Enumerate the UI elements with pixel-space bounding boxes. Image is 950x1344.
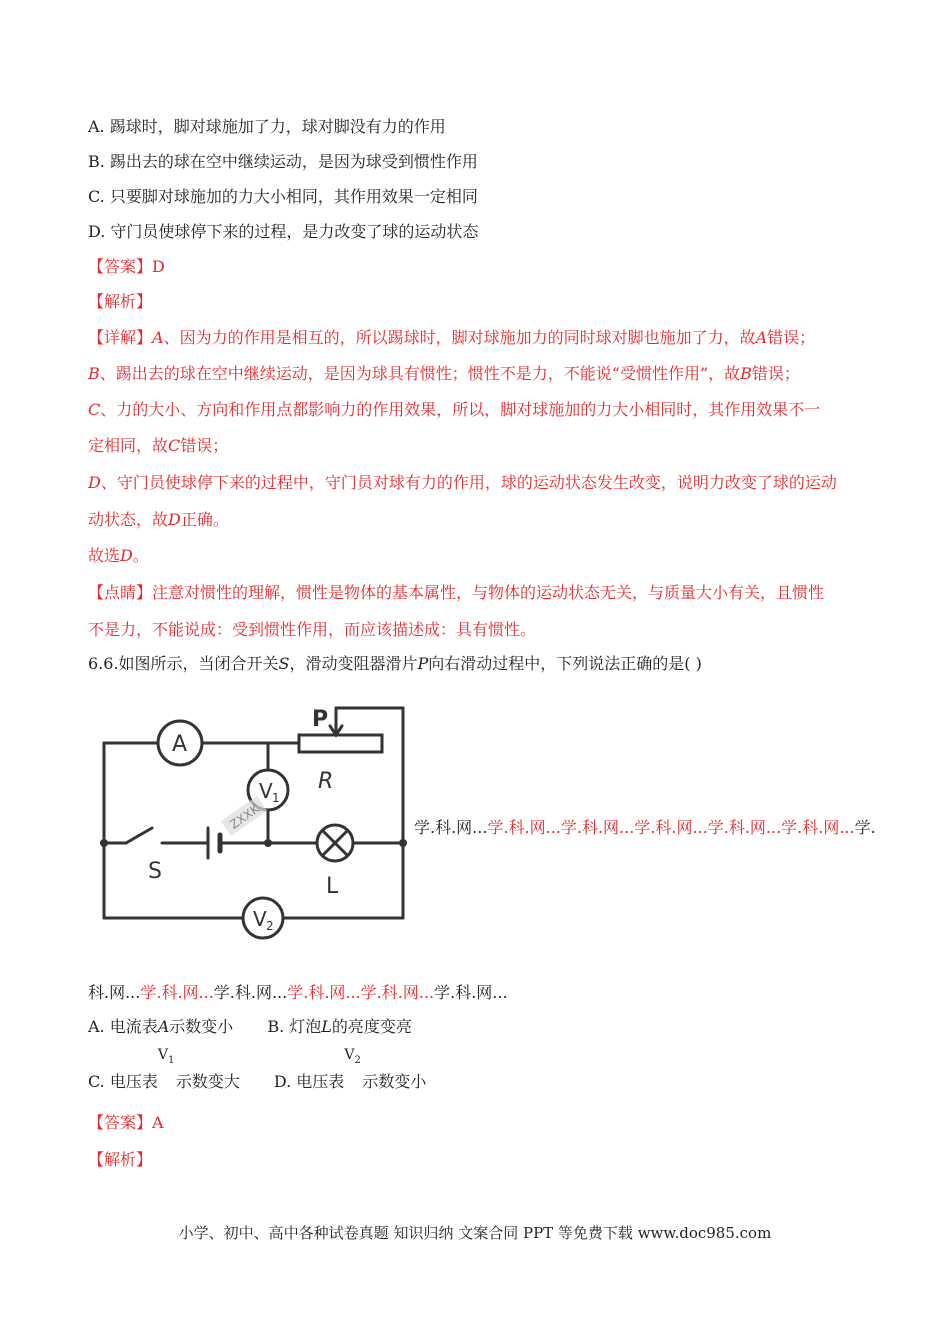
letter-c-ref: C [168,436,181,455]
question-6 [88,654,702,674]
wm1-seg3: 学. [854,818,876,837]
label-V1-sub: 1 [272,791,280,805]
conclusion-text: 故选 [88,546,121,565]
detail-b-text: 、踢出去的球在空中继续运动，是因为球具有惯性；惯性不是力，不能说“受惯性作用”，故 [99,364,741,383]
q6-option-b: B. 灯泡 [267,1017,322,1036]
option-c-prev: C. 只要脚对球施加的力大小相同，其作用效果一定相同 [88,187,478,206]
detail-d-end: 正确。 [180,510,229,529]
detail-c-text2: 定相同，故 [88,436,169,455]
letter-a: A [152,328,164,347]
letter-b-ref: B [740,364,752,383]
q6-option-b-var: L [321,1017,332,1036]
switch-blade [126,828,152,843]
q6-option-c: C. 电压表 [88,1072,158,1091]
analysis-label: 【解析】 [88,292,153,311]
q6-prefix: 6.6.如图所示，当闭合开关 [88,654,279,673]
option-d-prev: D. 守门员使球停下来的过程，是力改变了球的运动状态 [88,222,479,241]
answer6-value: A [152,1113,164,1132]
watermark-line-1 [414,818,876,838]
watermark-line-2 [88,983,508,1003]
q6-option-c-post: 示数变大 [175,1072,240,1091]
wm2-seg3: 学.科.网... [213,983,288,1002]
q6-option-a-post: 示数变小 [169,1017,234,1036]
analysis-6-label: 【解析】 [88,1150,153,1169]
letter-d: D [88,473,101,492]
q6-option-a-var: A [157,1017,170,1036]
conclusion [88,546,149,566]
tip-line-1 [88,583,824,603]
detail-line-a [88,328,815,348]
q6-suffix: 向右滑动过程中，下列说法正确的是( ) [428,654,702,673]
circuit-svg [96,698,414,948]
q6-option-d: D. 电压表 [273,1072,345,1091]
conclusion-letter: D [120,546,133,565]
detail-b-end: 错误； [751,364,800,383]
wm2-seg2: 学.科.网... [140,983,214,1002]
letter-c: C [88,400,101,419]
junction-right [399,839,407,847]
junction-left [100,839,108,847]
wm2-seg1: 科.网... [88,983,141,1002]
conclusion-end: 。 [132,546,149,565]
detail-c-text: 、力的大小、方向和作用点都影响力的作用效果，所以，脚对球施加的力大小相同时，其作用效果不一 [100,400,821,419]
circuit-diagram [96,698,414,948]
detail-line-c2 [88,436,228,456]
label-L: L [326,874,339,899]
detail-a-end: 错误； [767,328,816,347]
detail-d-text: 、守门员使球停下来的过程中，守门员对球有力的作用，球的运动状态发生改变，说明力改变了球的运动 [100,473,837,492]
wm2-seg4: 学.科.网...学.科.网... [287,983,435,1002]
page-footer: 小学、初中、高中各种试卷真题 知识归纳 文案合同 PPT 等免费下载 www.doc985.com [178,1224,772,1242]
letter-a-ref: A [755,328,768,347]
q6-p: P [417,654,429,673]
wm1-seg2: 学.科.网...学.科.网...学.科.网...学.科.网...学.科.网... [487,818,855,837]
svg-text:ZXXK: ZXXK [227,801,262,832]
q6-options-cd [88,1047,427,1092]
detail-line-d1 [88,473,837,493]
answer6-label: 【答案】 [88,1113,153,1132]
q6-s: S [278,654,290,673]
tip-label: 【点睛】 [88,583,153,602]
detail-a-text: 、因为力的作用是相互的，所以踢球时，脚对球施加力的同时球对脚也施加了力，故 [163,328,756,347]
q6-option-d-post: 示数变小 [362,1072,427,1091]
detail-line-b [88,364,800,384]
detail-line-d2 [88,510,229,530]
wm2-seg5: 学.科.网... [434,983,508,1002]
detail-c-end: 错误； [180,436,229,455]
q6-option-b-post: 的亮度变亮 [331,1017,412,1036]
letter-d-ref: D [168,510,181,529]
detail-d-text2: 动状态，故 [88,510,169,529]
label-V2: V [253,907,267,931]
answer-prev [88,257,165,277]
tip-line-2: 不是力，不能说成：受到惯性作用，而应该描述成：具有惯性。 [88,620,537,639]
rheostat-body [299,735,382,752]
v1-symbol: $V_1$ [157,1047,175,1066]
wm1-seg1: 学.科.网... [414,818,488,837]
option-b-prev: B. 踢出去的球在空中继续运动，是因为球受到惯性作用 [88,152,478,171]
letter-b: B [88,364,100,383]
label-P: P [312,707,329,732]
q6-option-a: A. 电流表 [88,1017,158,1036]
junction-mid [264,839,272,847]
detail-label: 【详解】 [88,328,153,347]
detail-line-c1 [88,400,820,420]
answer-value: D [152,257,165,276]
q6-options-ab [88,1017,412,1037]
tip-text-1: 注意对惯性的理解，惯性是物体的基本属性，与物体的运动状态无关，与质量大小有关，且惯性 [152,583,825,602]
label-A: A [172,732,188,757]
q6-mid: ，滑动变阻器滑片 [289,654,418,673]
option-a-prev: A. 踢球时，脚对球施加了力，球对脚没有力的作用 [88,117,446,136]
label-V1: V [259,779,273,803]
v2-symbol: $V_2$ [344,1047,361,1066]
answer-6 [88,1113,164,1133]
answer-label: 【答案】 [88,257,153,276]
label-S: S [148,859,162,884]
label-R: R [318,769,334,794]
label-V2-sub: 2 [266,919,274,933]
